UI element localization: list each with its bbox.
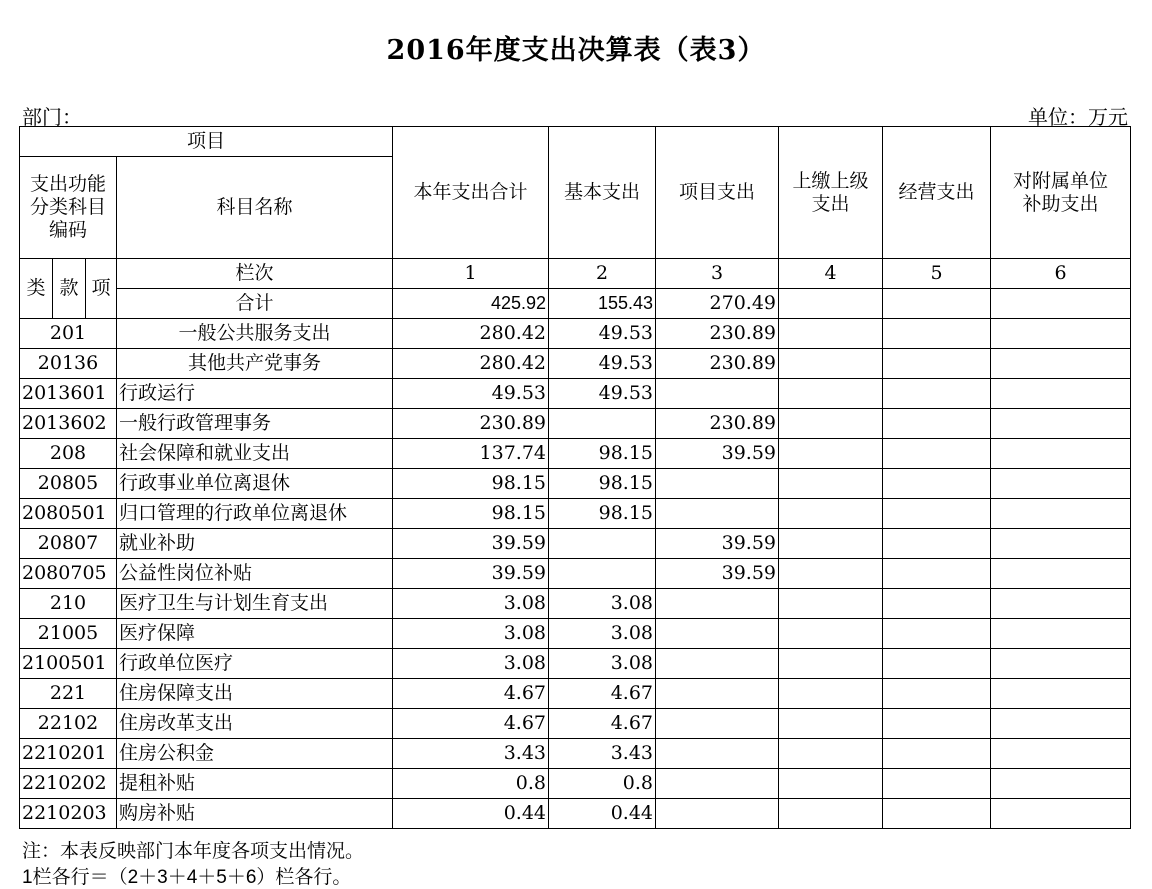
cell-basic: 98.15 <box>549 499 656 529</box>
cell-basic: 3.43 <box>549 739 656 769</box>
table-row <box>20 649 1131 679</box>
cell-code: 2013601 <box>20 379 117 409</box>
sum-label: 合计 <box>117 289 393 319</box>
cell-name: 归口管理的行政单位离退休 <box>117 499 393 529</box>
table-row <box>20 379 1131 409</box>
cell-basic: 49.53 <box>549 379 656 409</box>
header-lanci: 栏次 <box>117 259 393 289</box>
cell-name: 行政事业单位离退休 <box>117 469 393 499</box>
cell-project: 230.89 <box>656 349 779 379</box>
table-row <box>20 589 1131 619</box>
table-row <box>20 409 1131 439</box>
cell-name: 社会保障和就业支出 <box>117 439 393 469</box>
cell-total: 3.08 <box>393 589 549 619</box>
expenditure-table <box>19 126 1131 829</box>
cell-subsidy <box>991 769 1131 799</box>
cell-business <box>883 499 991 529</box>
unit-label: 单位：万元 <box>1028 105 1128 129</box>
note-line-2: 1栏各行＝（2＋3＋4＋5＋6）栏各行。 <box>22 867 352 888</box>
header-lei: 类 <box>20 259 53 319</box>
sum-total: 425.92 <box>393 289 549 319</box>
cell-code: 2100501 <box>20 649 117 679</box>
cell-upper <box>779 499 883 529</box>
cell-total: 3.08 <box>393 649 549 679</box>
sum-row <box>20 289 1131 319</box>
cell-basic: 49.53 <box>549 319 656 349</box>
cell-upper <box>779 589 883 619</box>
cell-name: 医疗保障 <box>117 619 393 649</box>
cell-basic <box>549 409 656 439</box>
cell-total: 98.15 <box>393 469 549 499</box>
cell-total: 280.42 <box>393 349 549 379</box>
col-number-4: 4 <box>779 259 883 289</box>
cell-code: 210 <box>20 589 117 619</box>
col-number-1: 1 <box>393 259 549 289</box>
cell-total: 0.44 <box>393 799 549 829</box>
cell-business <box>883 619 991 649</box>
table-row <box>20 469 1131 499</box>
cell-basic: 3.08 <box>549 649 656 679</box>
cell-name: 公益性岗位补贴 <box>117 559 393 589</box>
cell-project <box>656 799 779 829</box>
cell-name: 一般行政管理事务 <box>117 409 393 439</box>
cell-business <box>883 439 991 469</box>
cell-subsidy <box>991 469 1131 499</box>
col-number-3: 3 <box>656 259 779 289</box>
cell-basic: 98.15 <box>549 469 656 499</box>
header-business: 经营支出 <box>883 127 991 259</box>
cell-basic: 4.67 <box>549 709 656 739</box>
cell-project: 39.59 <box>656 439 779 469</box>
cell-upper <box>779 409 883 439</box>
cell-subsidy <box>991 319 1131 349</box>
cell-total: 3.08 <box>393 619 549 649</box>
cell-project <box>656 379 779 409</box>
cell-subsidy <box>991 649 1131 679</box>
cell-name: 住房保障支出 <box>117 679 393 709</box>
cell-basic <box>549 559 656 589</box>
cell-subsidy <box>991 559 1131 589</box>
cell-code: 221 <box>20 679 117 709</box>
col-number-2: 2 <box>549 259 656 289</box>
cell-business <box>883 319 991 349</box>
cell-basic: 49.53 <box>549 349 656 379</box>
cell-basic: 3.08 <box>549 589 656 619</box>
cell-project <box>656 769 779 799</box>
cell-subsidy <box>991 619 1131 649</box>
table-row <box>20 559 1131 589</box>
cell-upper <box>779 679 883 709</box>
cell-upper <box>779 559 883 589</box>
cell-project <box>656 619 779 649</box>
cell-total: 4.67 <box>393 679 549 709</box>
cell-code: 2080705 <box>20 559 117 589</box>
cell-subsidy <box>991 799 1131 829</box>
department-label: 部门： <box>22 105 82 129</box>
cell-upper <box>779 739 883 769</box>
cell-business <box>883 739 991 769</box>
cell-total: 4.67 <box>393 709 549 739</box>
cell-code: 2013602 <box>20 409 117 439</box>
col-number-6: 6 <box>991 259 1131 289</box>
cell-code: 201 <box>20 319 117 349</box>
cell-upper <box>779 619 883 649</box>
cell-subsidy <box>991 589 1131 619</box>
cell-project: 230.89 <box>656 319 779 349</box>
header-basic: 基本支出 <box>549 127 656 259</box>
table-row <box>20 709 1131 739</box>
table-row <box>20 349 1131 379</box>
cell-project <box>656 649 779 679</box>
header-project: 项目支出 <box>656 127 779 259</box>
cell-upper <box>779 469 883 499</box>
cell-name: 行政运行 <box>117 379 393 409</box>
cell-total: 3.43 <box>393 739 549 769</box>
cell-basic: 3.08 <box>549 619 656 649</box>
cell-name: 住房改革支出 <box>117 709 393 739</box>
cell-upper <box>779 379 883 409</box>
cell-total: 230.89 <box>393 409 549 439</box>
cell-subsidy <box>991 439 1131 469</box>
sum-project: 270.49 <box>656 289 779 319</box>
header-total: 本年支出合计 <box>393 127 549 259</box>
header-xiang: 项 <box>86 259 117 319</box>
cell-upper <box>779 649 883 679</box>
cell-business <box>883 589 991 619</box>
cell-upper <box>779 769 883 799</box>
table-row <box>20 529 1131 559</box>
cell-upper <box>779 529 883 559</box>
cell-code: 208 <box>20 439 117 469</box>
cell-business <box>883 529 991 559</box>
cell-project <box>656 499 779 529</box>
cell-business <box>883 709 991 739</box>
cell-code: 2210201 <box>20 739 117 769</box>
cell-total: 137.74 <box>393 439 549 469</box>
header-name: 科目名称 <box>117 157 393 259</box>
cell-code: 2210202 <box>20 769 117 799</box>
cell-code: 20807 <box>20 529 117 559</box>
cell-upper <box>779 319 883 349</box>
cell-total: 98.15 <box>393 499 549 529</box>
cell-name: 行政单位医疗 <box>117 649 393 679</box>
header-kuan: 款 <box>53 259 86 319</box>
cell-code: 20136 <box>20 349 117 379</box>
cell-business <box>883 349 991 379</box>
cell-subsidy <box>991 679 1131 709</box>
header-upper <box>779 127 883 259</box>
cell-subsidy <box>991 409 1131 439</box>
header-subsidy-text: 对附属单位补助支出 <box>1013 169 1109 215</box>
header-upper-text: 上缴上级支出 <box>792 169 869 215</box>
cell-project <box>656 739 779 769</box>
cell-code: 2080501 <box>20 499 117 529</box>
cell-basic: 0.8 <box>549 769 656 799</box>
cell-name: 医疗卫生与计划生育支出 <box>117 589 393 619</box>
cell-subsidy <box>991 739 1131 769</box>
cell-code: 21005 <box>20 619 117 649</box>
cell-total: 280.42 <box>393 319 549 349</box>
header-subsidy <box>991 127 1131 259</box>
cell-basic <box>549 529 656 559</box>
cell-subsidy <box>991 349 1131 379</box>
cell-upper <box>779 799 883 829</box>
page-title: 2016年度支出决算表（表3） <box>386 35 766 66</box>
cell-business <box>883 799 991 829</box>
cell-project <box>656 709 779 739</box>
col-number-5: 5 <box>883 259 991 289</box>
note-line-1: 注：本表反映部门本年度各项支出情况。 <box>22 840 365 862</box>
header-item: 项目 <box>20 127 393 157</box>
cell-total: 0.8 <box>393 769 549 799</box>
table-row <box>20 679 1131 709</box>
cell-code: 22102 <box>20 709 117 739</box>
table-row <box>20 319 1131 349</box>
table-row <box>20 439 1131 469</box>
cell-subsidy <box>991 379 1131 409</box>
cell-business <box>883 379 991 409</box>
cell-name: 就业补助 <box>117 529 393 559</box>
cell-project <box>656 469 779 499</box>
cell-business <box>883 769 991 799</box>
cell-upper <box>779 709 883 739</box>
cell-upper <box>779 439 883 469</box>
cell-subsidy <box>991 709 1131 739</box>
cell-name: 提租补贴 <box>117 769 393 799</box>
table-row <box>20 799 1131 829</box>
cell-code: 20805 <box>20 469 117 499</box>
cell-name: 住房公积金 <box>117 739 393 769</box>
cell-business <box>883 649 991 679</box>
table-row <box>20 619 1131 649</box>
cell-name: 购房补贴 <box>117 799 393 829</box>
cell-business <box>883 559 991 589</box>
cell-total: 49.53 <box>393 379 549 409</box>
cell-subsidy <box>991 529 1131 559</box>
cell-business <box>883 679 991 709</box>
cell-project <box>656 679 779 709</box>
sum-basic: 155.43 <box>549 289 656 319</box>
table-row <box>20 739 1131 769</box>
cell-basic: 0.44 <box>549 799 656 829</box>
cell-basic: 4.67 <box>549 679 656 709</box>
cell-project <box>656 589 779 619</box>
cell-business <box>883 469 991 499</box>
cell-code: 2210203 <box>20 799 117 829</box>
header-code-group <box>20 157 117 259</box>
table-row <box>20 769 1131 799</box>
sum-upper <box>779 289 883 319</box>
table-row <box>20 499 1131 529</box>
cell-project: 39.59 <box>656 529 779 559</box>
cell-project: 39.59 <box>656 559 779 589</box>
cell-name: 一般公共服务支出 <box>117 319 393 349</box>
cell-total: 39.59 <box>393 529 549 559</box>
header-code-group-text: 支出功能分类科目编码 <box>29 173 106 241</box>
sum-business <box>883 289 991 319</box>
cell-business <box>883 409 991 439</box>
cell-name: 其他共产党事务 <box>117 349 393 379</box>
cell-subsidy <box>991 499 1131 529</box>
cell-project: 230.89 <box>656 409 779 439</box>
cell-upper <box>779 349 883 379</box>
cell-basic: 98.15 <box>549 439 656 469</box>
sum-subsidy <box>991 289 1131 319</box>
cell-total: 39.59 <box>393 559 549 589</box>
